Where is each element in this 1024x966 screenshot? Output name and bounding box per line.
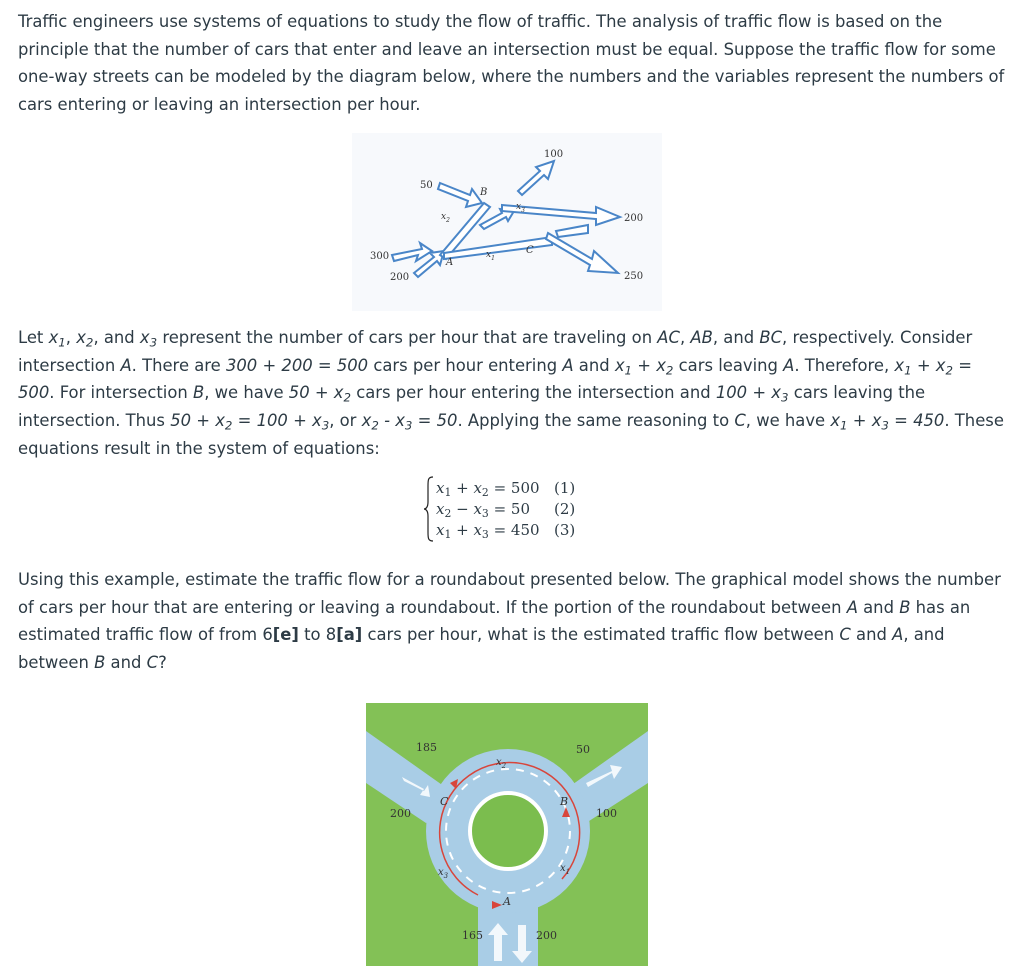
label-node-c: C [440,795,449,808]
label-300: 300 [370,251,390,262]
label-100: 100 [544,149,564,160]
label-100: 100 [596,807,617,820]
label-50: 50 [576,743,590,756]
label-node-a: A [446,257,454,268]
intro-paragraph: Traffic engineers use systems of equations to study the flow of traffic. The analysis of traffic flow is based on the principle that the number of cars that enter and leave an intersection must be equal. Suppose the traffic flow for some one-way streets can be modeled by the diagram below, where the numbers and the variables represent the numbers of cars entering or leaving an intersection per hour. [18,12,1005,115]
label-x2: $x_2$ [496,757,507,770]
label-x1: $x_1$ [560,863,571,876]
equation-system [424,474,604,544]
label-x2: $x_2$ [441,212,450,224]
label-200-left: 200 [390,807,411,820]
roundabout-diagram [366,703,648,966]
label-node-b: B [480,187,488,198]
label-200-right: 200 [624,213,644,224]
label-50: 50 [420,180,433,191]
intersection-diagram [352,133,662,311]
label-185: 185 [416,741,437,754]
left-brace [424,476,434,542]
equation-1: $x_1 + x_2 = 500$ (1) [436,479,576,500]
equation-3: $x_1 + x_3 = 450$ (3) [436,521,576,542]
label-165: 165 [462,929,483,942]
label-node-a: A [503,895,511,908]
label-x3: $x_3$ [516,202,525,214]
label-200-bottom: 200 [536,929,557,942]
label-250: 250 [624,271,644,282]
label-x1: $x_1$ [486,250,495,262]
label-node-b: B [560,795,569,808]
blank-e: [e] [272,625,299,645]
blank-a: [a] [336,625,363,645]
label-x3: $x_3$ [438,867,449,880]
example-paragraph: Let $x_1$, $x_2$, and $x_3$ represent the number of cars per hour that are traveling on AC, AB, and BC, respectively. Consider intersection A. There are 300 + 200 = 500 cars per hour entering A and $x_1 + x_2$ cars leaving A. Therefore, $x_1 + x_2 = 500$. For intersection B, we have $50 + x_2$ cars per hour entering the intersection and $100 + x_3$ cars leaving the intersection. Thus $50 + x_2 = 100 + x_3$, or $x_2 - x_3 = 50$. Applying the same reasoning to C, we have $x_1 + x_3 = 450$. These equations result in the system of equations: [18,328,1004,458]
question-paragraph: Using this example, estimate the traffic flow for a roundabout presented below. The graphical model shows the number of cars per hour that are entering or leaving a roundabout. If the portion of the roundabout between A and B has an estimated traffic flow of from 6[e] to 8[a] cars per hour, what is the estimated traffic flow between C and A, and between B and C? [18,570,1001,673]
equation-2: $x_2 - x_3 = 50$ (2) [436,500,576,521]
central-island [470,793,546,869]
label-200-bottom: 200 [390,272,410,283]
label-node-c: C [526,245,534,256]
